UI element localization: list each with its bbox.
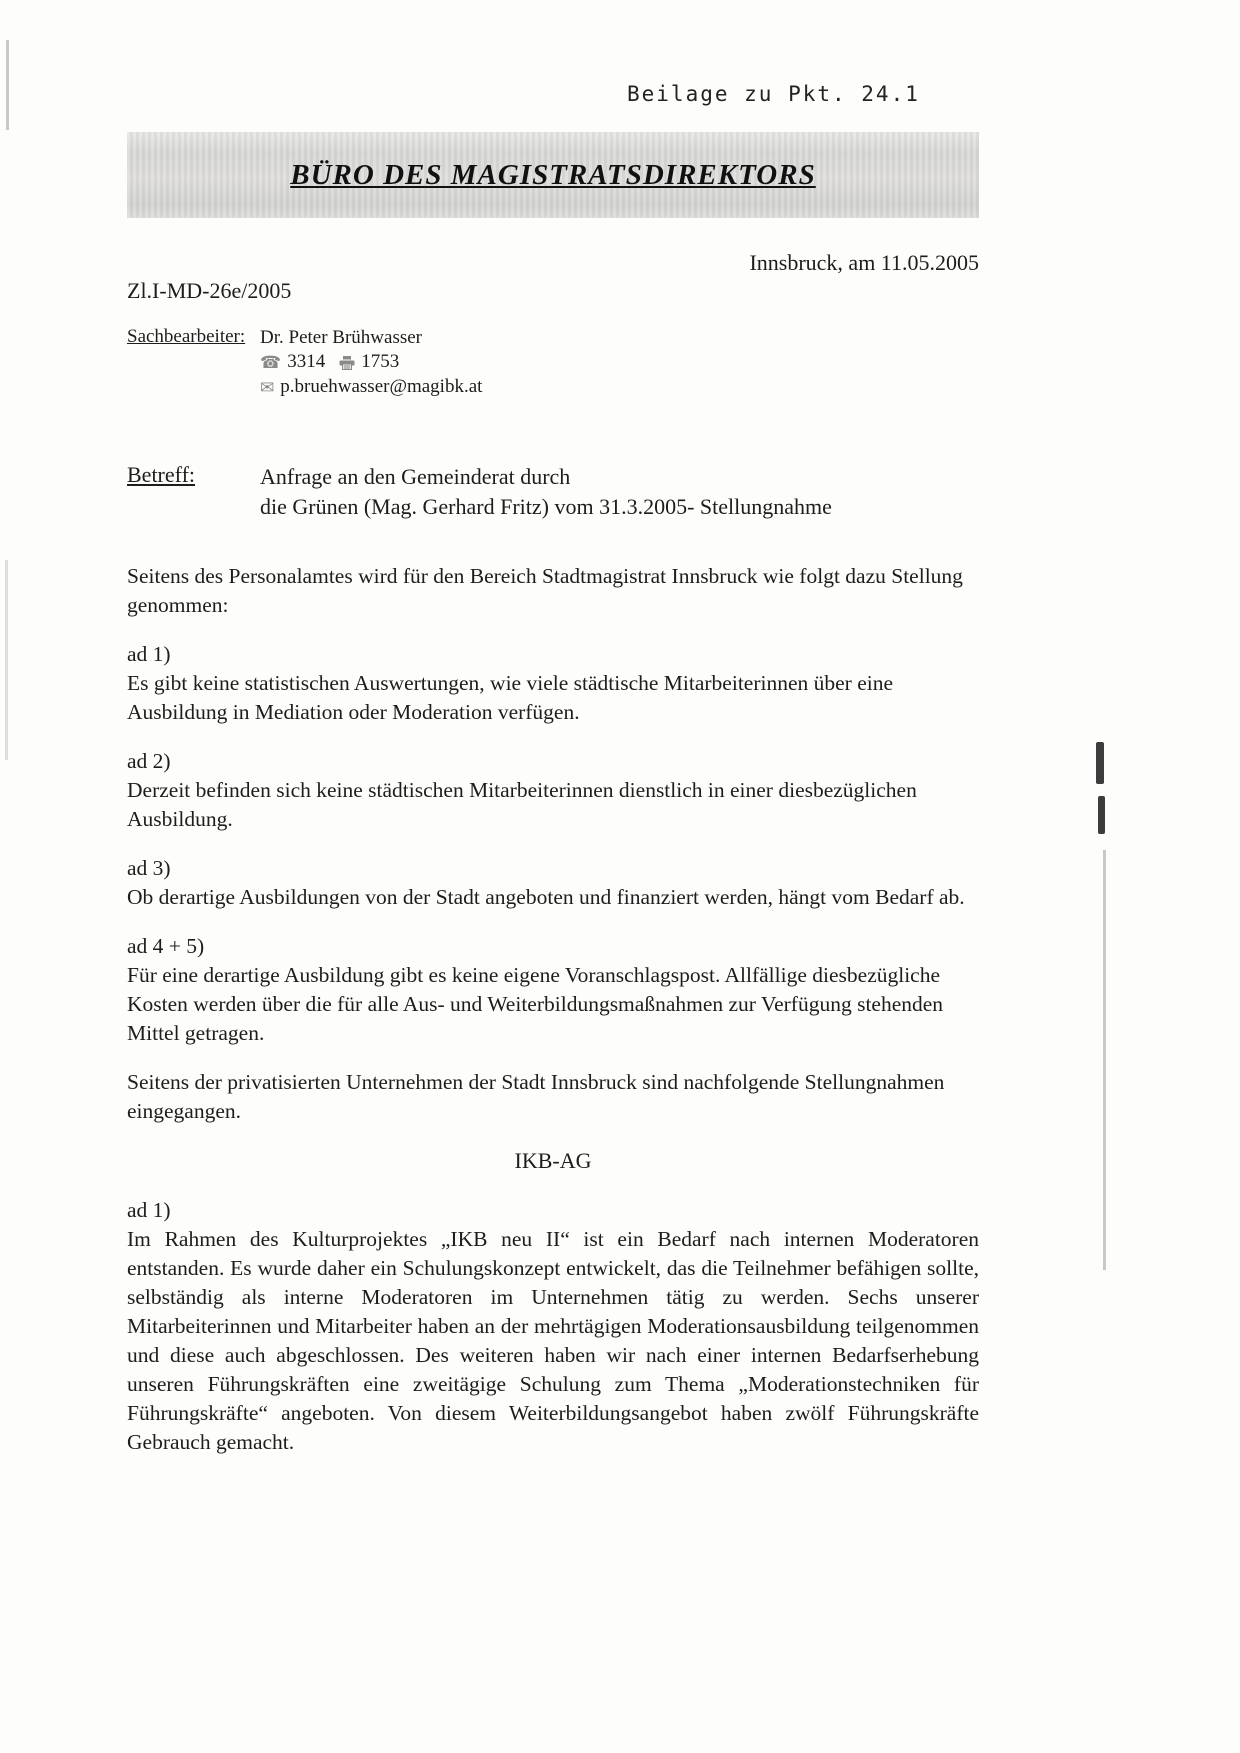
answer-label: ad 1) bbox=[127, 1198, 171, 1222]
answer-section-3 bbox=[127, 854, 979, 912]
email-icon: ✉ bbox=[260, 378, 275, 398]
answer-section-1 bbox=[127, 640, 979, 727]
subject-block bbox=[127, 462, 979, 522]
answer-label: ad 1) bbox=[127, 642, 171, 666]
clerk-label: Sachbearbeiter: bbox=[127, 326, 246, 347]
scan-artifact-right-streak bbox=[1103, 850, 1106, 1270]
place-date: Innsbruck, am 11.05.2005 bbox=[749, 250, 979, 275]
answer-section-4-5 bbox=[127, 932, 979, 1048]
intro-paragraph: Seitens des Personalamtes wird für den Bereich Stadtmagistrat Innsbruck wie folgt dazu Stellung genommen: bbox=[127, 564, 963, 617]
clerk-info bbox=[260, 326, 482, 400]
attachment-note: Beilage zu Pkt. 24.1 bbox=[627, 82, 920, 106]
phone-number: 3314 bbox=[287, 351, 326, 372]
answer-text: Für eine derartige Ausbildung gibt es keine eigene Voranschlagspost. Allfällige diesbezügliche Kosten werden über die für alle Aus- und Weiterbildungsmaßnahmen zur Verfügung stehenden Mittel getragen. bbox=[127, 963, 944, 1045]
email-address: p.bruehwasser@magibk.at bbox=[280, 376, 483, 397]
subject-line-1: Anfrage an den Gemeinderat durch bbox=[260, 464, 571, 489]
page-content bbox=[127, 0, 979, 1457]
fax-icon bbox=[339, 351, 355, 375]
scan-artifact-left-2 bbox=[5, 560, 8, 760]
scan-artifact-right-2 bbox=[1098, 796, 1105, 834]
subject-text bbox=[260, 462, 832, 522]
company-section-heading: IKB-AG bbox=[514, 1148, 592, 1173]
scan-artifact-left-1 bbox=[6, 40, 9, 130]
clerk-phone-fax-row bbox=[260, 350, 482, 375]
answer-label: ad 3) bbox=[127, 856, 171, 880]
subject-line-2: die Grünen (Mag. Gerhard Fritz) vom 31.3.2005- Stellungnahme bbox=[260, 494, 832, 519]
clerk-block bbox=[127, 326, 979, 400]
fax-number: 1753 bbox=[361, 351, 400, 372]
phone-icon: ☎ bbox=[260, 353, 282, 373]
subject-label: Betreff: bbox=[127, 462, 196, 487]
transition-paragraph: Seitens der privatisierten Unternehmen der Stadt Innsbruck sind nachfolgende Stellungnahmen eingegangen. bbox=[127, 1070, 945, 1123]
answer-text: Derzeit befinden sich keine städtischen Mitarbeiterinnen dienstlich in einer diesbezüglichen Ausbildung. bbox=[127, 778, 917, 831]
answer-label: ad 4 + 5) bbox=[127, 934, 205, 958]
scan-artifact-right-1 bbox=[1096, 742, 1104, 784]
ikb-answer-section-1 bbox=[127, 1196, 979, 1457]
answer-label: ad 2) bbox=[127, 749, 171, 773]
clerk-email-row bbox=[260, 375, 482, 400]
answer-text: Im Rahmen des Kulturprojektes „IKB neu II“ ist ein Bedarf nach internen Moderatoren entstanden. Es wurde daher ein Schulungskonzept entwickelt, das die Teilnehmer befähigen sollte, selbständig als interne Moderatoren im Unternehmen tätig zu werden. Sechs unserer Mitarbeiterinnen und Mitarbeiter haben an der mehrtägigen Moderationsausbildung teilgenommen und diese auch abgeschlossen. Des weiteren haben wir nach einer internen Bedarfserhebung unseren Führungskräften eine zweitägige Schulung zum Thema „Moderationstechniken für Führungskräfte“ angeboten. Von diesem Weiterbildungsangebot haben zwölf Führungskräfte Gebrauch gemacht. bbox=[127, 1227, 979, 1454]
answer-text: Ob derartige Ausbildungen von der Stadt angeboten und finanziert werden, hängt vom Bedarf ab. bbox=[127, 885, 965, 909]
answer-text: Es gibt keine statistischen Auswertungen, wie viele städtische Mitarbeiterinnen über eine Ausbildung in Mediation oder Moderation verfügen. bbox=[127, 671, 894, 724]
answer-section-2 bbox=[127, 747, 979, 834]
office-title: BÜRO DES MAGISTRATSDIREKTORS bbox=[290, 158, 816, 191]
header-banner bbox=[127, 132, 979, 218]
clerk-name: Dr. Peter Brühwasser bbox=[260, 327, 422, 348]
reference-number: Zl.I-MD-26e/2005 bbox=[127, 278, 292, 303]
